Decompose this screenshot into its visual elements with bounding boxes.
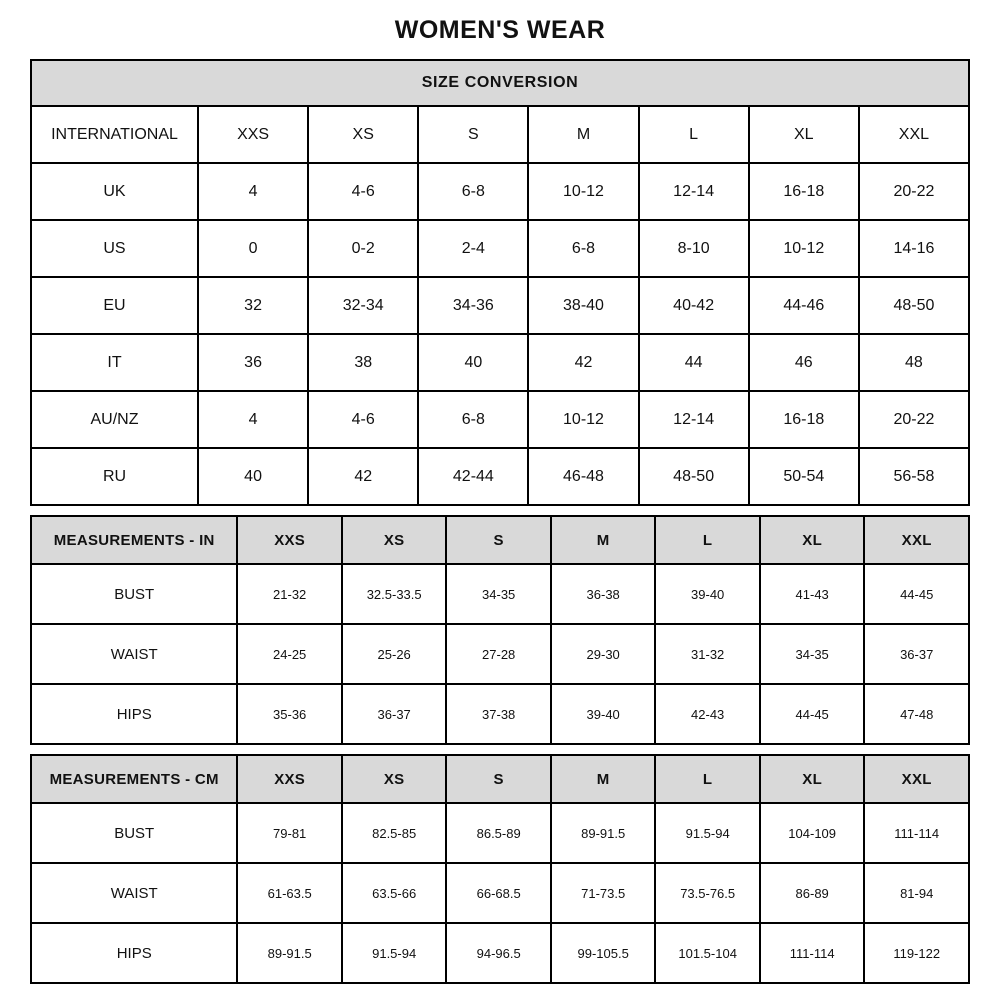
value-cell: 111-114 bbox=[864, 803, 969, 863]
value-cell: 39-40 bbox=[551, 684, 656, 744]
value-cell: S bbox=[446, 755, 551, 803]
value-cell: 4 bbox=[198, 391, 308, 448]
row-label-cell: AU/NZ bbox=[31, 391, 198, 448]
value-cell: XL bbox=[749, 106, 859, 163]
value-cell: 32-34 bbox=[308, 277, 418, 334]
value-cell: 2-4 bbox=[418, 220, 528, 277]
value-cell: 24-25 bbox=[237, 624, 342, 684]
value-cell: 119-122 bbox=[864, 923, 969, 983]
value-cell: L bbox=[655, 755, 760, 803]
row-label-cell: INTERNATIONAL bbox=[31, 106, 198, 163]
value-cell: 6-8 bbox=[418, 163, 528, 220]
row-label-cell: HIPS bbox=[31, 684, 237, 744]
value-cell: 42 bbox=[308, 448, 418, 505]
value-cell: 35-36 bbox=[237, 684, 342, 744]
value-cell: 4-6 bbox=[308, 163, 418, 220]
value-cell: 4-6 bbox=[308, 391, 418, 448]
table-row bbox=[31, 684, 969, 744]
value-cell: 40-42 bbox=[639, 277, 749, 334]
value-cell: 41-43 bbox=[760, 564, 865, 624]
value-cell: 44-45 bbox=[864, 564, 969, 624]
value-cell: 63.5-66 bbox=[342, 863, 447, 923]
value-cell: 6-8 bbox=[418, 391, 528, 448]
value-cell: 12-14 bbox=[639, 163, 749, 220]
value-cell: 91.5-94 bbox=[342, 923, 447, 983]
value-cell: 38 bbox=[308, 334, 418, 391]
value-cell: 14-16 bbox=[859, 220, 969, 277]
value-cell: 42-43 bbox=[655, 684, 760, 744]
value-cell: 40 bbox=[418, 334, 528, 391]
value-cell: 71-73.5 bbox=[551, 863, 656, 923]
row-label-cell: EU bbox=[31, 277, 198, 334]
value-cell: 104-109 bbox=[760, 803, 865, 863]
value-cell: 36-37 bbox=[864, 624, 969, 684]
table-banner-row bbox=[31, 60, 969, 106]
value-cell: 12-14 bbox=[639, 391, 749, 448]
row-label-cell: UK bbox=[31, 163, 198, 220]
row-label-cell: MEASUREMENTS - IN bbox=[31, 516, 237, 564]
value-cell: 44 bbox=[639, 334, 749, 391]
value-cell: 39-40 bbox=[655, 564, 760, 624]
value-cell: 31-32 bbox=[655, 624, 760, 684]
row-label-cell: BUST bbox=[31, 564, 237, 624]
value-cell: 89-91.5 bbox=[237, 923, 342, 983]
value-cell: 86.5-89 bbox=[446, 803, 551, 863]
value-cell: 32.5-33.5 bbox=[342, 564, 447, 624]
row-label-cell: WAIST bbox=[31, 863, 237, 923]
value-cell: XXS bbox=[198, 106, 308, 163]
table-header-row bbox=[31, 755, 969, 803]
value-cell: 0 bbox=[198, 220, 308, 277]
value-cell: 16-18 bbox=[749, 163, 859, 220]
value-cell: 40 bbox=[198, 448, 308, 505]
value-cell: 34-36 bbox=[418, 277, 528, 334]
table-row bbox=[31, 220, 969, 277]
value-cell: XS bbox=[342, 516, 447, 564]
value-cell: S bbox=[418, 106, 528, 163]
value-cell: S bbox=[446, 516, 551, 564]
value-cell: 37-38 bbox=[446, 684, 551, 744]
value-cell: XXL bbox=[864, 755, 969, 803]
value-cell: 42 bbox=[528, 334, 638, 391]
value-cell: 46-48 bbox=[528, 448, 638, 505]
table-header-row bbox=[31, 516, 969, 564]
table-row bbox=[31, 448, 969, 505]
value-cell: 32 bbox=[198, 277, 308, 334]
table-row bbox=[31, 163, 969, 220]
value-cell: 36-38 bbox=[551, 564, 656, 624]
row-label-cell: HIPS bbox=[31, 923, 237, 983]
row-label-cell: IT bbox=[31, 334, 198, 391]
row-label-cell: MEASUREMENTS - CM bbox=[31, 755, 237, 803]
value-cell: M bbox=[551, 516, 656, 564]
row-label-cell: BUST bbox=[31, 803, 237, 863]
value-cell: 86-89 bbox=[760, 863, 865, 923]
table-row bbox=[31, 334, 969, 391]
table-row bbox=[31, 391, 969, 448]
value-cell: 66-68.5 bbox=[446, 863, 551, 923]
table-row bbox=[31, 564, 969, 624]
value-cell: 21-32 bbox=[237, 564, 342, 624]
value-cell: L bbox=[639, 106, 749, 163]
value-cell: 27-28 bbox=[446, 624, 551, 684]
table-row bbox=[31, 624, 969, 684]
row-label-cell: RU bbox=[31, 448, 198, 505]
table-row bbox=[31, 803, 969, 863]
value-cell: 73.5-76.5 bbox=[655, 863, 760, 923]
value-cell: XXS bbox=[237, 755, 342, 803]
value-cell: 29-30 bbox=[551, 624, 656, 684]
value-cell: 36 bbox=[198, 334, 308, 391]
row-label-cell: US bbox=[31, 220, 198, 277]
value-cell: 16-18 bbox=[749, 391, 859, 448]
value-cell: 79-81 bbox=[237, 803, 342, 863]
value-cell: 20-22 bbox=[859, 163, 969, 220]
value-cell: 99-105.5 bbox=[551, 923, 656, 983]
value-cell: 61-63.5 bbox=[237, 863, 342, 923]
measurements-cm-table bbox=[30, 754, 970, 984]
value-cell: 34-35 bbox=[760, 624, 865, 684]
row-label-cell: WAIST bbox=[31, 624, 237, 684]
value-cell: XL bbox=[760, 755, 865, 803]
value-cell: 36-37 bbox=[342, 684, 447, 744]
value-cell: M bbox=[528, 106, 638, 163]
value-cell: XXL bbox=[864, 516, 969, 564]
value-cell: 91.5-94 bbox=[655, 803, 760, 863]
value-cell: 111-114 bbox=[760, 923, 865, 983]
value-cell: 10-12 bbox=[749, 220, 859, 277]
value-cell: 10-12 bbox=[528, 391, 638, 448]
value-cell: 6-8 bbox=[528, 220, 638, 277]
value-cell: 50-54 bbox=[749, 448, 859, 505]
value-cell: 0-2 bbox=[308, 220, 418, 277]
value-cell: 38-40 bbox=[528, 277, 638, 334]
value-cell: 10-12 bbox=[528, 163, 638, 220]
table-row bbox=[31, 277, 969, 334]
value-cell: XS bbox=[342, 755, 447, 803]
value-cell: 46 bbox=[749, 334, 859, 391]
value-cell: 47-48 bbox=[864, 684, 969, 744]
table-header-row bbox=[31, 106, 969, 163]
size-conversion-table bbox=[30, 59, 970, 506]
value-cell: 48-50 bbox=[859, 277, 969, 334]
value-cell: 4 bbox=[198, 163, 308, 220]
value-cell: 44-45 bbox=[760, 684, 865, 744]
value-cell: 42-44 bbox=[418, 448, 528, 505]
value-cell: 101.5-104 bbox=[655, 923, 760, 983]
value-cell: XXL bbox=[859, 106, 969, 163]
value-cell: XS bbox=[308, 106, 418, 163]
value-cell: 94-96.5 bbox=[446, 923, 551, 983]
value-cell: 8-10 bbox=[639, 220, 749, 277]
page-title: WOMEN'S WEAR bbox=[394, 16, 606, 44]
table-row bbox=[31, 923, 969, 983]
value-cell: XL bbox=[760, 516, 865, 564]
value-cell: 25-26 bbox=[342, 624, 447, 684]
value-cell: 56-58 bbox=[859, 448, 969, 505]
value-cell: 48 bbox=[859, 334, 969, 391]
measurements-in-table bbox=[30, 515, 970, 745]
value-cell: 81-94 bbox=[864, 863, 969, 923]
value-cell: 89-91.5 bbox=[551, 803, 656, 863]
table-row bbox=[31, 863, 969, 923]
value-cell: L bbox=[655, 516, 760, 564]
value-cell: 34-35 bbox=[446, 564, 551, 624]
value-cell: 20-22 bbox=[859, 391, 969, 448]
value-cell: 48-50 bbox=[639, 448, 749, 505]
value-cell: 44-46 bbox=[749, 277, 859, 334]
size-conversion-banner: SIZE CONVERSION bbox=[31, 60, 969, 106]
value-cell: 82.5-85 bbox=[342, 803, 447, 863]
value-cell: XXS bbox=[237, 516, 342, 564]
value-cell: M bbox=[551, 755, 656, 803]
